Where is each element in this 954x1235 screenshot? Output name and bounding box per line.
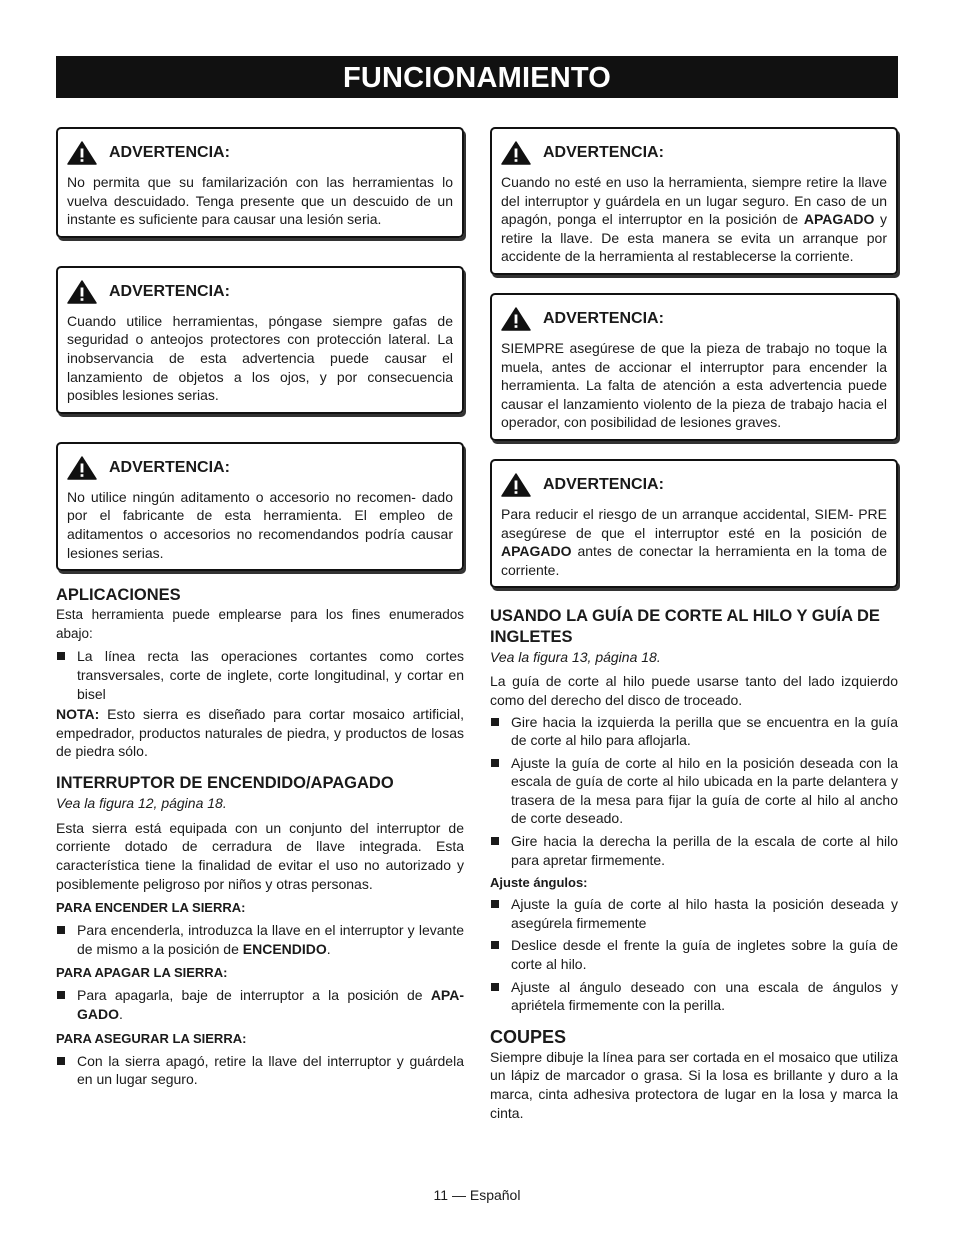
- right-column: [490, 127, 898, 1122]
- coupes-body: Siempre dibuje la línea para ser cortada en el mosaico que utiliza un lápiz de marcador o grasa. Si la losa es brillante y duro a la marca, cinta adhesiva protectora de lugar en la losa y marca la cinta.: [490, 1048, 898, 1121]
- figure-reference: Vea la figura 12, página 18.: [56, 794, 227, 811]
- warning-text: No utilice ningún aditamento o accesorio no recomen- dado por el fabricante de esta herramienta. El empleo de aditamentos o accesorios no recomendandos podría causar lesiones serias.: [67, 488, 453, 561]
- warning-text: Para reducir el riesgo de un arranque accidental, SIEM- PRE asegúrese de que el interruptor esté en la posición de APAGADO antes de conectar la herramienta en la toma de corriente.: [501, 505, 887, 578]
- warning-box: [490, 127, 898, 275]
- guia-intro: La guía de corte al hilo puede usarse tanto del lado izquierdo como del derecho del disco de troceado.: [490, 673, 898, 708]
- warning-box: [490, 293, 898, 441]
- warning-triangle-icon: [67, 280, 97, 304]
- subheading-ajuste-angulos: Ajuste ángulos:: [490, 875, 588, 891]
- list-item: La línea recta las operaciones cortantes como cortes transversales, corte de inglete, corte longitudinal, y cortar en bisel: [56, 647, 464, 703]
- figure-reference: Vea la figura 13, página 18.: [490, 649, 661, 666]
- warning-triangle-icon: [501, 307, 531, 331]
- warning-box: [490, 459, 898, 588]
- aplicaciones-note: [56, 705, 464, 761]
- interruptor-body: Esta sierra está equipada con un conjunto del interruptor de corriente dotado de cerradura de llave integrada. Esta característica tiene la finalidad de evitar el uso no autorizado y posiblemente peligroso por niños y otras personas.: [56, 819, 464, 892]
- list-item: Gire hacia la izquierda la perilla que se encuentra en la guía de corte al hilo para aflojarla.: [490, 713, 898, 750]
- subheading-apagar: PARA APAGAR LA SIERRA:: [56, 965, 228, 981]
- warning-box: [56, 266, 464, 414]
- list-item: Para encenderla, introduzca la llave en el interruptor y levante de mismo a la posición de ENCENDIDO.: [56, 921, 464, 958]
- list-item: Gire hacia la derecha la perilla de la escala de corte al hilo para apretar firmemente.: [490, 832, 898, 869]
- warning-box: [56, 442, 464, 571]
- warning-title: ADVERTENCIA:: [109, 458, 230, 476]
- list-item: Deslice desde el frente la guía de ingletes sobre la guía de corte al hilo.: [490, 936, 898, 973]
- list-item: Ajuste al ángulo deseado con una escala de ángulos y apriétela firmemente con la perilla.: [490, 978, 898, 1015]
- guia-list: [490, 713, 898, 870]
- section-heading-coupes: COUPES: [490, 1026, 567, 1047]
- section-heading-guia: USANDO LA GUÍA DE CORTE AL HILO Y GUÍA DE INGLETES: [490, 607, 880, 647]
- page-footer: 11 — Español: [433, 1187, 521, 1203]
- page-title: FUNCIONAMIENTO: [56, 56, 898, 98]
- aplicaciones-intro: Esta herramienta puede emplearse para los fines enumerados abajo:: [56, 607, 464, 641]
- warning-title: ADVERTENCIA:: [109, 144, 230, 161]
- warning-triangle-icon: [67, 141, 97, 165]
- section-heading-interruptor: INTERRUPTOR DE ENCENDIDO/APAGADO: [56, 773, 394, 792]
- warning-text: No permita que su familarización con las herramientas lo vuelva descuidado. Tenga presente que un descuido de un instante es suficiente para causar una lesión seria.: [67, 174, 453, 228]
- warning-text: Cuando utilice herramientas, póngase siempre gafas de seguridad o anteojos protectores con protección lateral. La inobservancia de esta advertencia puede causar el lanzamiento de objetos a los ojos, y por consecuencia posibles lesiones serias.: [67, 312, 453, 404]
- warning-title: ADVERTENCIA:: [109, 282, 230, 300]
- warning-title: ADVERTENCIA:: [543, 144, 664, 161]
- warning-text: Cuando no esté en uso la herramienta, siempre retire la llave del interruptor y guárdela en un lugar seguro. En caso de un apagón, ponga el interruptor en la posición de APAGADO y retire la llave. De esta manera se evita un arranque por accidente de la herramienta al restablecerse la corriente.: [501, 174, 888, 265]
- note-label: NOTA:: [56, 706, 100, 723]
- warning-title: ADVERTENCIA:: [543, 309, 664, 327]
- left-column: [56, 127, 464, 1089]
- warning-triangle-icon: [501, 473, 531, 497]
- list-item: Para apagarla, baje de interruptor a la posición de APA- GADO.: [56, 986, 464, 1023]
- aplicaciones-list: [56, 647, 464, 703]
- subheading-encender: PARA ENCENDER LA SIERRA:: [56, 900, 246, 916]
- list-item: Con la sierra apagó, retire la llave del interruptor y guárdela en un lugar seguro.: [56, 1052, 464, 1089]
- list-item: Ajuste la guía de corte al hilo hasta la posición deseada y asegúrela firmemente: [490, 895, 898, 932]
- note-text: Esto sierra es diseñado para cortar mosaico artificial, empedrador, productos naturales de piedra, y productos de losas de piedra sólo.: [56, 706, 464, 760]
- list-item: Ajuste la guía de corte al hilo en la posición deseada con la escala de guía de corte al hilo ubicada en la parte delantera y trasera de la mesa para fijar la guía de corte al hilo al ancho de corte deseado.: [490, 754, 898, 828]
- angulos-list: [490, 895, 898, 1015]
- section-heading-aplicaciones: APLICACIONES: [56, 586, 181, 605]
- subheading-asegurar: PARA ASEGURAR LA SIERRA:: [56, 1030, 247, 1046]
- warning-triangle-icon: [67, 456, 97, 480]
- warning-triangle-icon: [501, 141, 531, 165]
- warning-title: ADVERTENCIA:: [543, 475, 664, 493]
- warning-text: SIEMPRE asegúrese de que la pieza de trabajo no toque la muela, antes de accionar el interruptor para encender la herramienta. La falta de atención a esta advertencia puede causar el lanzamiento violento de la pieza de trabajo hacia el operador, con posibilidad de lesiones graves.: [501, 339, 887, 431]
- warning-box: [56, 127, 464, 238]
